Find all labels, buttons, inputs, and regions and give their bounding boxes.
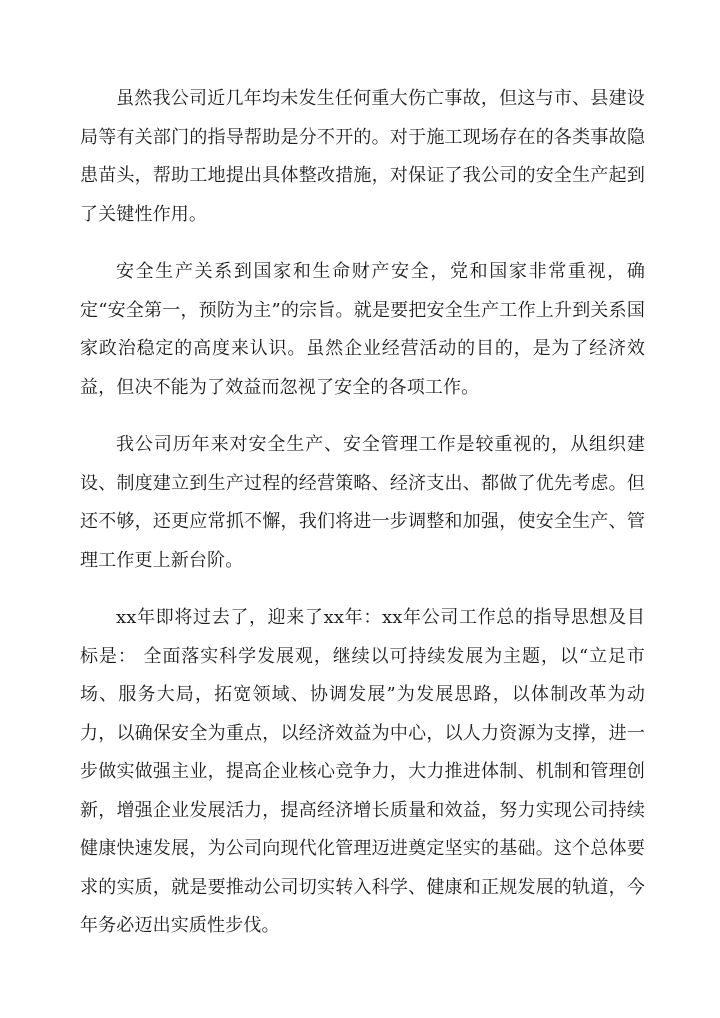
paragraph-4: xx年即将过去了，迎来了xx年：xx年公司工作总的指导思想及目标是： 全面落实科学发展观，继续以可持续发展为主题，以“立足市场、服务大局，拓宽领域、协调发展”为发展思路，以体制改革为动力，以确保安全为重点，以经济效益为中心，以人力资源为支撑，进一步做实做强主业，提高企业核心竞争力，大力推进体制、机制和管理创新，增强企业发展活力，提高经济增长质量和效益，努力实现公司持续健康快速发展，为公司向现代化管理迈进奠定坚实的基础。这个总体要求的实质，就是要推动公司切实转入科学、健康和正规发展的轨道，今年务必迈出实质性步伐。 xyxy=(80,607,645,936)
document-body xyxy=(80,80,645,965)
paragraph-1: 虽然我公司近几年均未发生任何重大伤亡事故，但这与市、县建设局等有关部门的指导帮助是分不开的。对于施工现场存在的各类事故隐患苗头，帮助工地提出具体整改措施，对保证了我公司的安全生产起到了关键性作用。 xyxy=(80,88,645,225)
paragraph-2: 安全生产关系到国家和生命财产安全，党和国家非常重视，确定“安全第一，预防为主”的宗旨。就是要把安全生产工作上升到关系国家政治稳定的高度来认识。虽然企业经营活动的目的，是为了经济效益，但决不能为了效益而忽视了安全的各项工作。 xyxy=(80,261,645,398)
paragraph-3: 我公司历年来对安全生产、安全管理工作是较重视的，从组织建设、制度建立到生产过程的经营策略、经济支出、都做了优先考虑。但还不够，还更应常抓不懈，我们将进一步调整和加强，使安全生产、管理工作更上新台阶。 xyxy=(80,434,645,571)
